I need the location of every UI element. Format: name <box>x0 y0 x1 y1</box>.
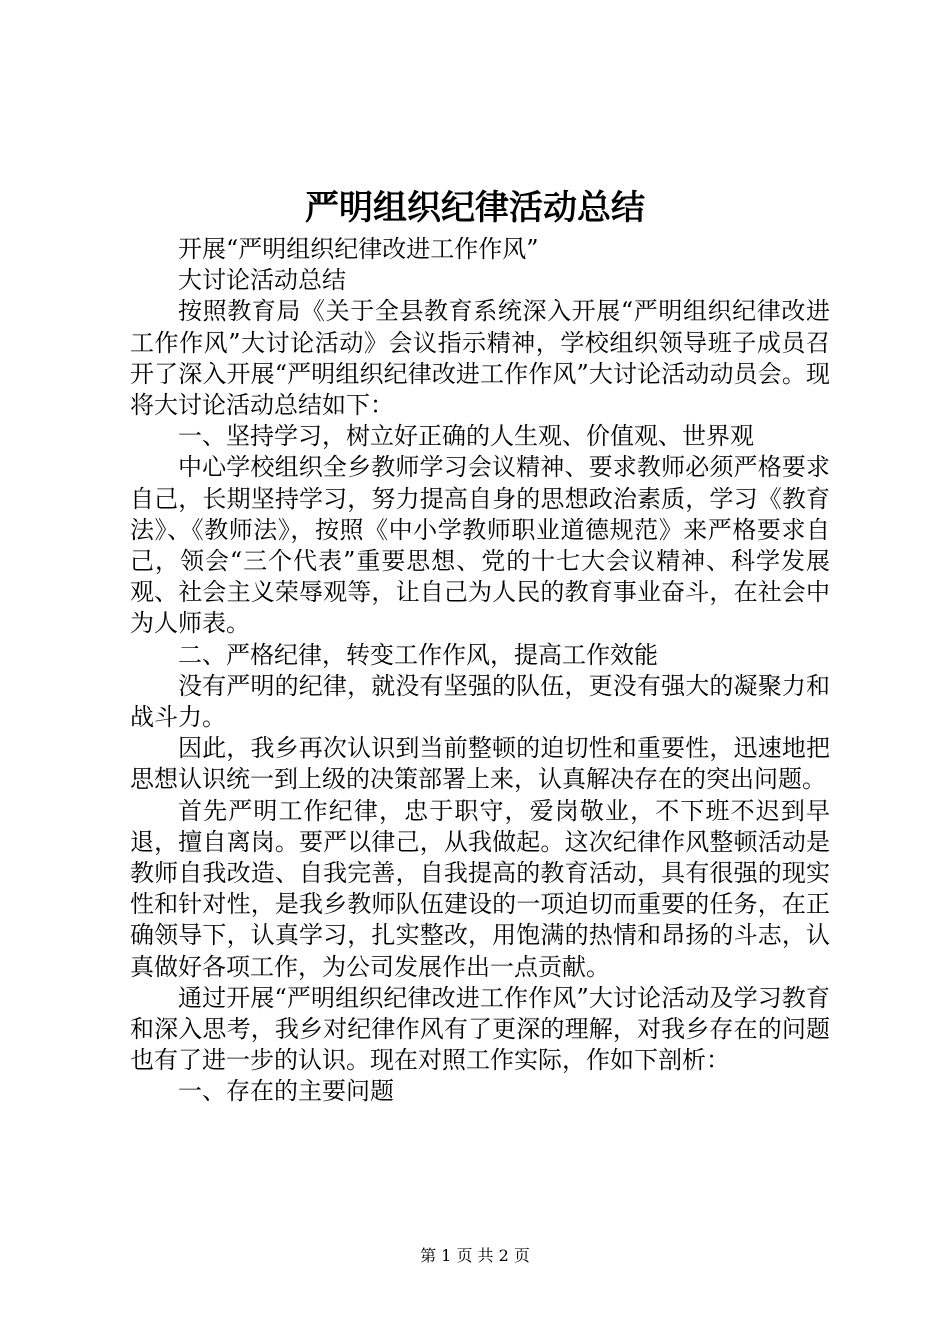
paragraph: 按照教育局《关于全县教育系统深入开展“严明组织纪律改进工作作风”大讨论活动》会议指示精神，学校组织领导班子成员召开了深入开展“严明组织纪律改进工作作风”大讨论活动动员会。现将大讨论活动总结如下： <box>130 297 830 420</box>
section-heading: 一、存在的主要问题 <box>178 1077 394 1106</box>
paragraph: 通过开展“严明组织纪律改进工作作风”大讨论活动及学习教育和深入思考，我乡对纪律作风有了更深的理解，对我乡存在的问题也有了进一步的认识。现在对照工作实际，作如下剖析： <box>130 983 830 1075</box>
paragraph: 首先严明工作纪律，忠于职守，爱岗敬业，不下班不迟到早退，擅自离岗。要严以律己，从我做起。这次纪律作风整顿活动是教师自我改造、自我完善，自我提高的教育活动，具有很强的现实性和针对性，是我乡教师队伍建设的一项迫切而重要的任务，在正确领导下，认真学习，扎实整改，用饱满的热情和昂扬的斗志，认真做好各项工作，为公司发展作出一点贡献。 <box>130 796 830 981</box>
document-title: 严明组织纪律活动总结 <box>305 188 645 228</box>
paragraph: 中心学校组织全乡教师学习会议精神、要求教师必须严格要求自己，长期坚持学习，努力提高自身的思想政治素质，学习《教育法》、《教师法》，按照《中小学教师职业道德规范》来严格要求自己，领会“三个代表”重要思想、党的十七大会议精神、科学发展观、社会主义荣辱观等，让自己为人民的教育事业奋斗，在社会中为人师表。 <box>130 453 830 638</box>
section-heading: 一、坚持学习，树立好正确的人生观、价值观、世界观 <box>178 422 754 451</box>
paragraph: 大讨论活动总结 <box>178 266 346 295</box>
paragraph: 因此，我乡再次认识到当前整顿的迫切性和重要性，迅速地把思想认识统一到上级的决策部署上来，认真解决存在的突出问题。 <box>130 734 830 794</box>
section-heading: 二、严格纪律，转变工作作风，提高工作效能 <box>178 640 658 669</box>
page-footer: 第 1 页 共 2 页 <box>420 1246 530 1265</box>
document-body <box>130 234 830 1108</box>
paragraph: 没有严明的纪律，就没有坚强的队伍，更没有强大的凝聚力和战斗力。 <box>130 671 830 732</box>
paragraph: 开展“严明组织纪律改进工作作风” <box>178 235 539 263</box>
